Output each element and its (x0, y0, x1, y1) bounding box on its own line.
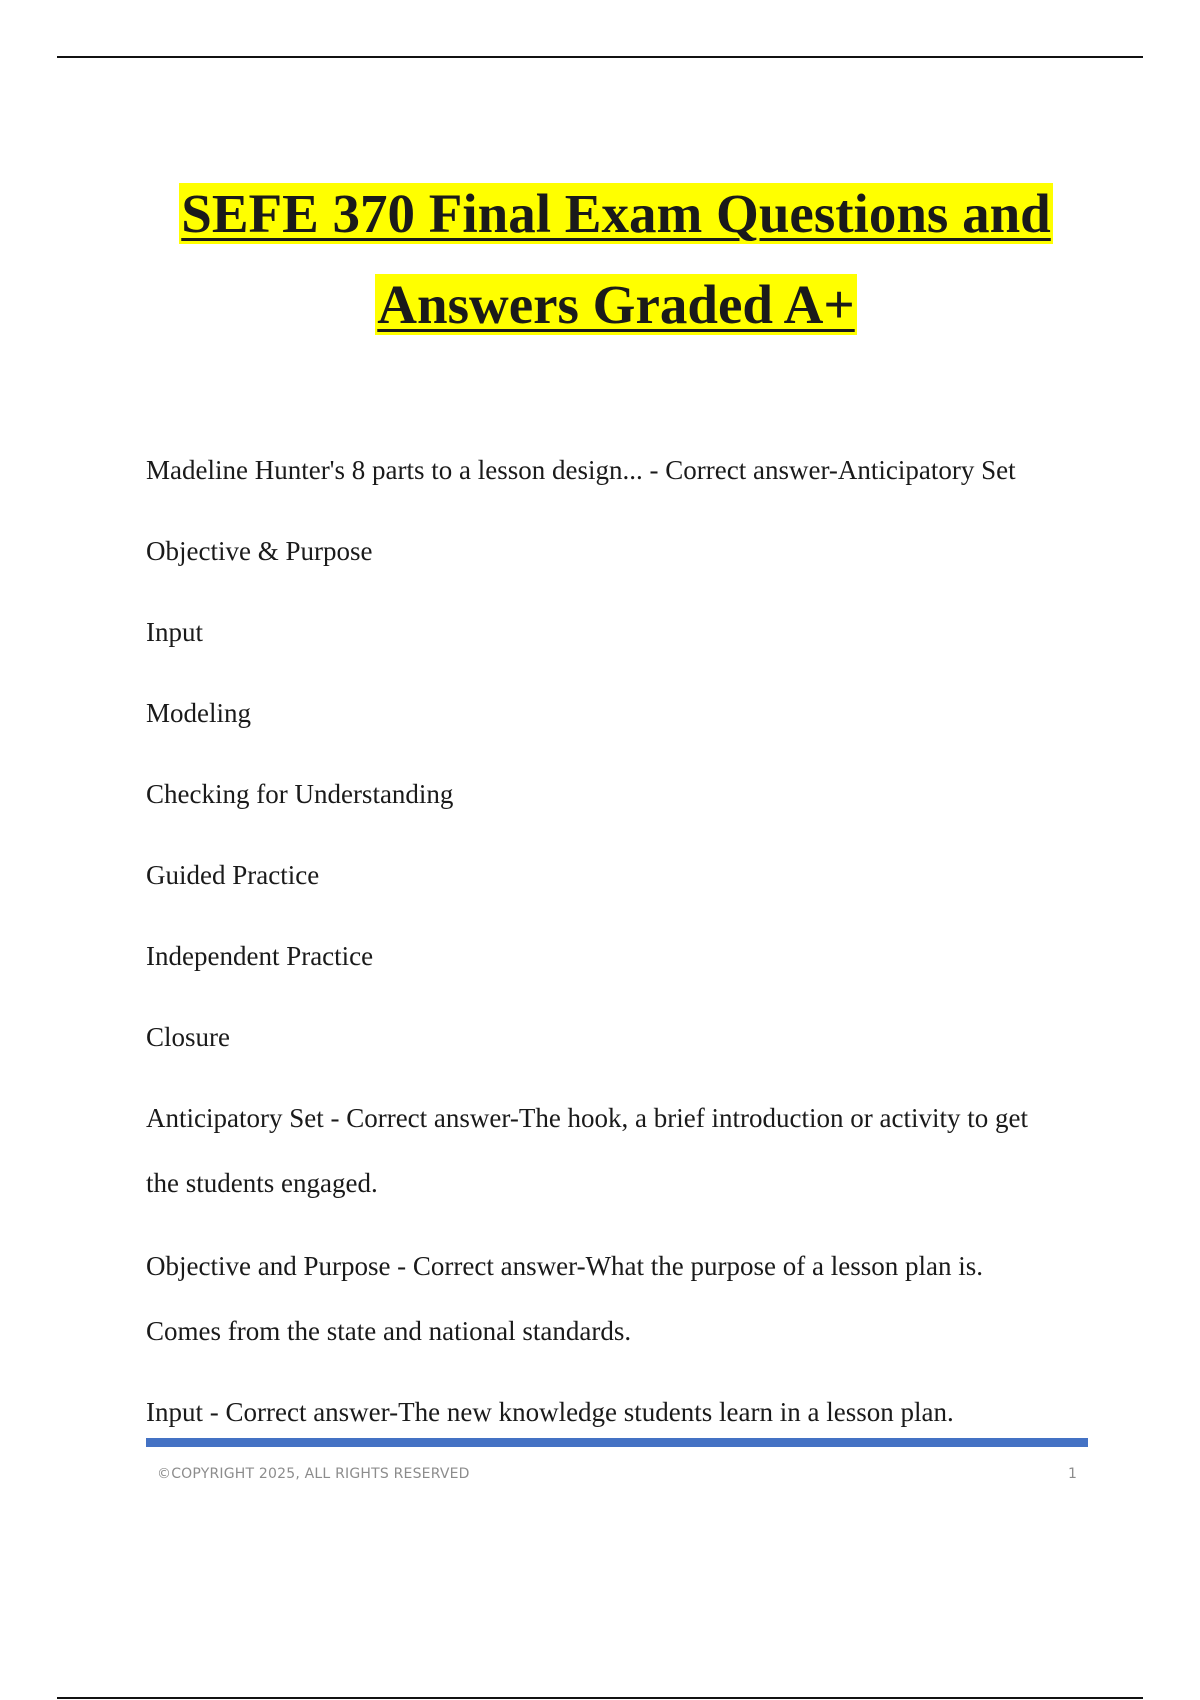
title-line-2 (0, 259, 1200, 350)
paragraph-anticipatory-set-line-1: Anticipatory Set - Correct answer-The hook, a brief introduction or activity to get (146, 1103, 1028, 1133)
paragraph-input: Input (146, 617, 203, 647)
top-rule (57, 56, 1143, 58)
document-title (0, 168, 1200, 350)
title-line-2-text: Answers Graded A+ (377, 274, 855, 335)
paragraph-anticipatory-set-line-2: the students engaged. (146, 1168, 378, 1198)
paragraph-objective-purpose: Objective & Purpose (146, 536, 373, 566)
paragraph-objective-and-purpose-line-1: Objective and Purpose - Correct answer-What the purpose of a lesson plan is. (146, 1251, 983, 1281)
paragraph-input-answer: Input - Correct answer-The new knowledge students learn in a lesson plan. (146, 1397, 954, 1427)
title-line-1 (0, 168, 1200, 259)
paragraph-modeling: Modeling (146, 698, 251, 728)
footer-copyright: ©COPYRIGHT 2025, ALL RIGHTS RESERVED (157, 1466, 470, 1482)
bottom-rule (57, 1697, 1143, 1699)
paragraph-closure: Closure (146, 1022, 230, 1052)
title-line-1-text: SEFE 370 Final Exam Questions and (181, 183, 1051, 244)
paragraph-lesson-design: Madeline Hunter's 8 parts to a lesson design... - Correct answer-Anticipatory Set (146, 455, 1016, 485)
paragraph-checking-understanding: Checking for Understanding (146, 779, 454, 809)
footer-divider-bar (146, 1438, 1088, 1447)
paragraph-objective-and-purpose-line-2: Comes from the state and national standards. (146, 1316, 632, 1346)
footer-page-number: 1 (1068, 1466, 1077, 1482)
paragraph-independent-practice: Independent Practice (146, 941, 374, 971)
paragraph-guided-practice: Guided Practice (146, 860, 320, 890)
